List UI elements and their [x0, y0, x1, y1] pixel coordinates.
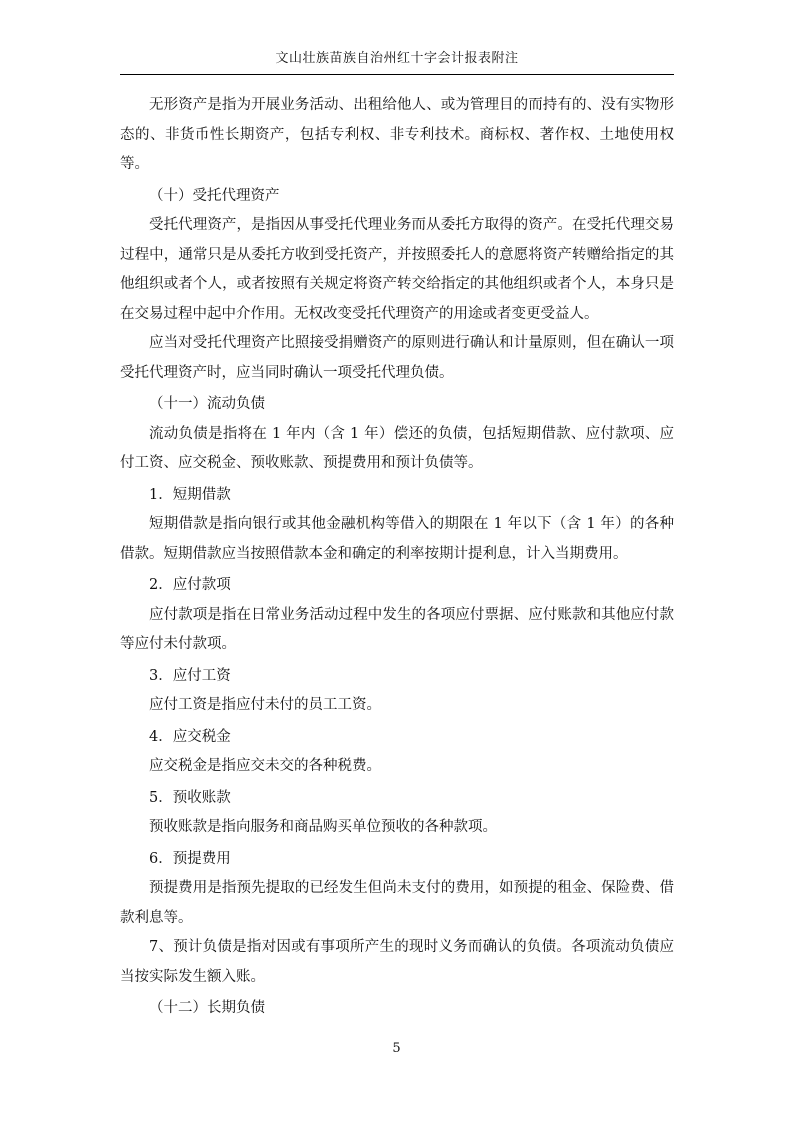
document-body: [120, 91, 674, 1024]
paragraph-accrued-expenses: 预提费用是指预先提取的已经发生但尚未支付的费用，如预提的租金、保险费、借款利息等。: [120, 880, 674, 926]
paragraph-entrusted-assets-definition: 受托代理资产，是指因从事受托代理业务而从委托方取得的资产。在受托代理交易过程中，通常只是从委托方收到受托资产，并按照委托人的意愿将资产转赠给指定的其他组织或者个人，或者按照有关规定将资产转交给指定的其他组织或者个人，本身只是在交易过程中起中介作用。无权改变受托代理资产的用途或者变更受益人。: [120, 217, 674, 322]
paragraph-entrusted-assets-recognition: 应当对受托代理资产比照接受捐赠资产的原则进行确认和计量原则，但在确认一项受托代理资产时，应当同时确认一项受托代理负债。: [120, 335, 674, 381]
page-header: 文山壮族苗族自治州红十字会计报表附注: [275, 51, 519, 66]
subheading-advance-receipts: 5．预收账款: [149, 789, 231, 806]
section-heading-10: （十）受托代理资产: [149, 187, 280, 204]
paragraph-estimated-liabilities: 7、预计负债是指对因或有事项所产生的现时义务而确认的负债。各项流动负债应当按实际发生额入账。: [120, 939, 674, 985]
subheading-taxes-payable: 4．应交税金: [149, 728, 231, 745]
paragraph-advance-receipts: 预收账款是指向服务和商品购买单位预收的各种款项。: [149, 819, 497, 835]
paragraph-payables: 应付款项是指在日常业务活动过程中发生的各项应付票据、应付账款和其他应付款等应付未付款项。: [120, 606, 674, 652]
section-heading-12: （十二）长期负债: [149, 1000, 265, 1016]
section-heading-11: （十一）流动负债: [149, 396, 265, 412]
paragraph-short-term-loans: 短期借款是指向银行或其他金融机构等借入的期限在 1 年以下（含 1 年）的各种借款。短期借款应当按照借款本金和确定的利率按期计提利息，计入当期费用。: [120, 516, 674, 562]
paragraph-taxes-payable: 应交税金是指应交未交的各种税费。: [149, 758, 381, 774]
subheading-accrued-expenses: 6．预提费用: [149, 850, 231, 867]
paragraph-current-liabilities: 流动负债是指将在 1 年内（含 1 年）偿还的负债，包括短期借款、应付款项、应付工资、应交税金、预收账款、预提费用和预计负债等。: [120, 425, 674, 471]
subheading-short-term-loans: 1．短期借款: [149, 486, 231, 503]
paragraph-intangible-assets: 无形资产是指为开展业务活动、出租给他人、或为管理目的而持有的、没有实物形态的、非货币性长期资产，包括专利权、非专利技术。商标权、著作权、土地使用权等。: [120, 97, 674, 172]
paragraph-wages-payable: 应付工资是指应付未付的员工工资。: [149, 697, 381, 713]
header-divider: [120, 74, 674, 75]
subheading-payables: 2．应付款项: [149, 577, 231, 593]
subheading-wages-payable: 3．应付工资: [149, 667, 231, 684]
page-number: 5: [392, 1041, 401, 1056]
